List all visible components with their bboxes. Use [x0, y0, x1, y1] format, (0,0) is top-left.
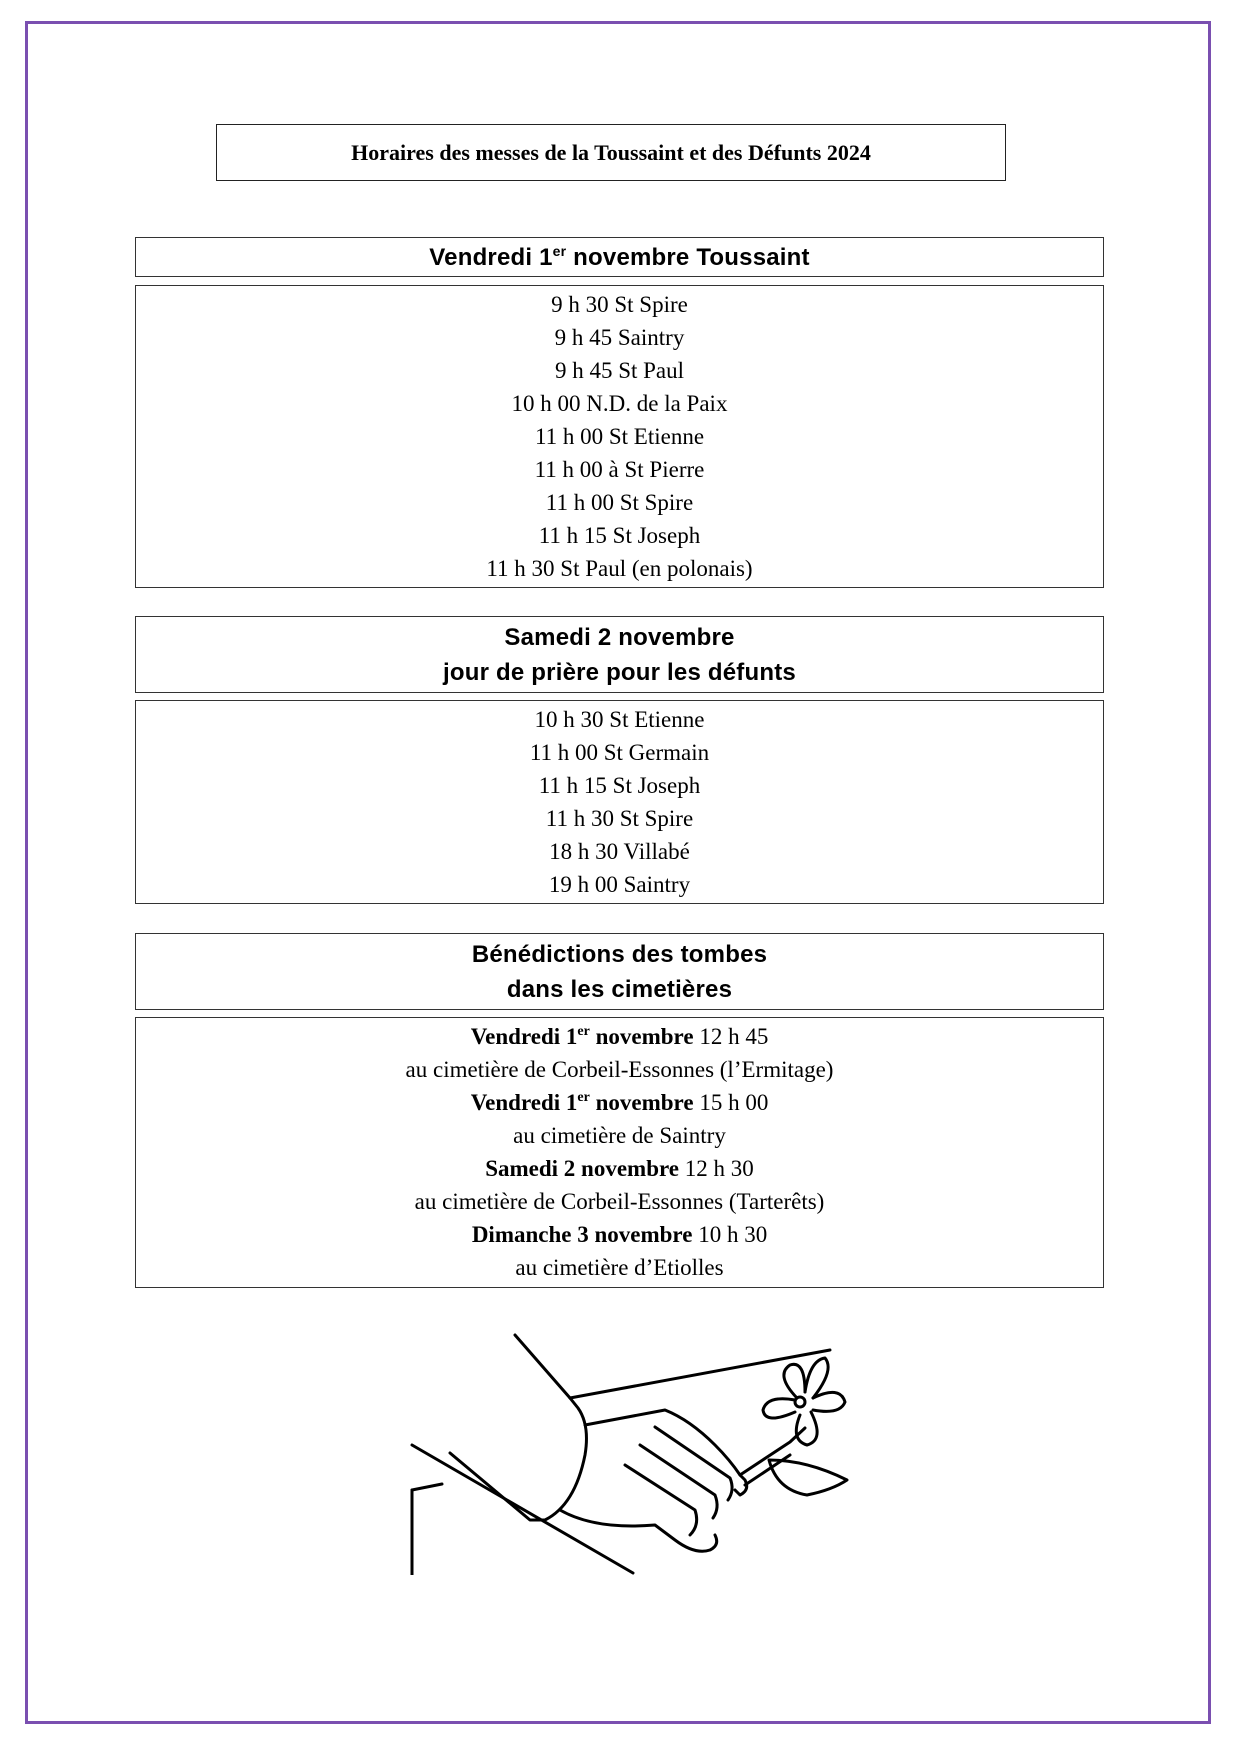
blessing-place: au cimetière de Corbeil-Essonnes (Tarterêts): [414, 1189, 825, 1214]
list-item: 11 h 15 St Joseph: [538, 773, 701, 798]
list-item: 11 h 15 St Joseph: [538, 523, 701, 548]
document-title: [216, 124, 1006, 181]
heading-line: Bénédictions des tombes: [471, 940, 768, 968]
heading-line: dans les cimetières: [506, 975, 733, 1003]
list-item: 18 h 30 Villabé: [549, 839, 690, 864]
list-item: 11 h 00 à St Pierre: [534, 457, 705, 482]
list-item: 10 h 00 N.D. de la Paix: [511, 391, 728, 416]
blessing-place: au cimetière de Corbeil-Essonnes (l’Ermitage): [405, 1057, 834, 1082]
list-item: 11 h 00 St Germain: [529, 740, 710, 765]
document-title-text: Horaires des messes de la Toussaint et des Défunts 2024: [351, 139, 871, 165]
list-item: 9 h 30 St Spire: [551, 292, 688, 317]
blessing-date: Samedi 2 novembre 12 h 30: [485, 1156, 754, 1181]
hand-flower-illustration: [395, 1330, 850, 1575]
section-heading-benedictions: [135, 933, 1104, 1010]
section-heading-defunts: [135, 616, 1104, 693]
list-item: 19 h 00 Saintry: [548, 872, 691, 897]
blessing-place: au cimetière de Saintry: [513, 1123, 726, 1148]
section-heading-toussaint: [135, 237, 1104, 277]
mass-list-toussaint: [135, 285, 1104, 588]
heading-line: jour de prière pour les défunts: [443, 658, 796, 686]
list-item: 11 h 30 St Paul (en polonais): [486, 556, 753, 581]
blessing-place: au cimetière d’Etiolles: [515, 1255, 724, 1280]
list-item: 9 h 45 St Paul: [554, 358, 685, 383]
list-item: 10 h 30 St Etienne: [534, 707, 705, 732]
heading-line: Samedi 2 novembre: [504, 623, 735, 651]
list-item: 9 h 45 Saintry: [554, 325, 685, 350]
list-item: 11 h 30 St Spire: [545, 806, 694, 831]
blessing-date: Vendredi 1er novembre 15 h 00: [470, 1090, 769, 1115]
blessing-date: Dimanche 3 novembre 10 h 30: [471, 1222, 768, 1247]
heading-line: Vendredi 1er novembre Toussaint: [429, 242, 810, 271]
blessing-list: [135, 1017, 1104, 1288]
list-item: 11 h 00 St Etienne: [534, 424, 705, 449]
mass-list-defunts: [135, 700, 1104, 904]
blessing-date: Vendredi 1er novembre 12 h 45: [470, 1024, 769, 1049]
list-item: 11 h 00 St Spire: [545, 490, 694, 515]
